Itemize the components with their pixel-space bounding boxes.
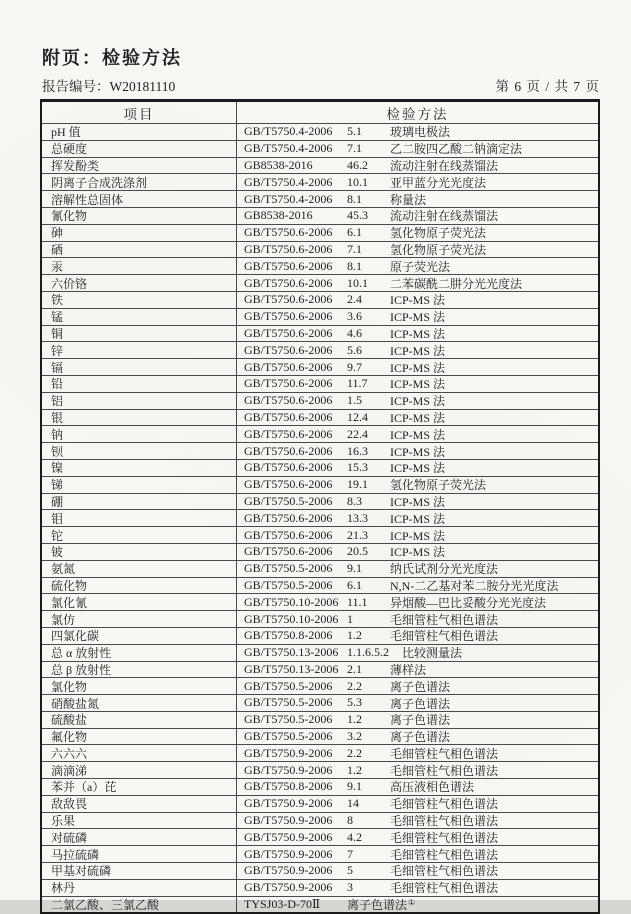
method-name: ICP-MS 法 <box>390 394 446 409</box>
item-name: 马拉硫磷 <box>42 846 237 862</box>
clause-number: 8 <box>347 813 353 828</box>
clause-number: 1 <box>347 611 353 626</box>
standard-code: GB/T5750.9-2006 <box>244 796 333 811</box>
table-row <box>42 661 598 678</box>
item-name: 总硬度 <box>42 141 237 157</box>
clause-number: 6.1 <box>347 225 362 240</box>
table-row <box>42 409 598 426</box>
method-cell <box>237 863 598 879</box>
standard-code: GB/T5750.6-2006 <box>244 426 333 441</box>
method-cell <box>237 846 598 862</box>
table-row <box>42 257 598 274</box>
table-row <box>42 593 598 610</box>
item-name: 硫酸盐 <box>42 712 237 728</box>
table-row <box>42 543 598 560</box>
clause-number: 1.2 <box>347 628 362 643</box>
item-name: 锑 <box>42 477 237 493</box>
clause-number: 9.1 <box>347 561 362 576</box>
method-cell <box>237 678 598 694</box>
table-row <box>42 711 598 728</box>
standard-code: GB/T5750.8-2006 <box>244 779 333 794</box>
item-name: 铅 <box>42 376 237 392</box>
clause-number: 3.6 <box>347 309 362 324</box>
standard-code: GB/T5750.13-2006 <box>244 645 339 660</box>
clause-number: 16.3 <box>347 443 368 458</box>
page-indicator: 第 6 页 / 共 7 页 <box>495 79 600 94</box>
method-name: ICP-MS 法 <box>390 528 446 543</box>
standard-code: GB/T5750.4-2006 <box>244 174 333 189</box>
item-name: 对硫磷 <box>42 829 237 845</box>
item-name: 氨氮 <box>42 561 237 577</box>
standard-code: GB/T5750.5-2006 <box>244 695 333 710</box>
footnote-mark: ① <box>408 897 416 907</box>
method-name: 玻璃电极法 <box>390 125 451 140</box>
item-name: 四氯化碳 <box>42 628 237 644</box>
method-name: ICP-MS 法 <box>390 427 446 442</box>
clause-number: 6.1 <box>347 577 362 592</box>
standard-code: GB/T5750.9-2006 <box>244 813 333 828</box>
table-row <box>42 341 598 358</box>
clause-number: 10.1 <box>347 174 368 189</box>
standard-code: GB/T5750.6-2006 <box>244 309 333 324</box>
method-name: 离子色谱法 <box>390 696 451 711</box>
clause-number: 14 <box>347 796 359 811</box>
method-name: 毛细管柱气相色谱法 <box>390 629 499 644</box>
standard-code: GB/T5750.6-2006 <box>244 325 333 340</box>
standard-code: GB/T5750.5-2006 <box>244 729 333 744</box>
item-name: 砷 <box>42 225 237 241</box>
standard-code: GB/T5750.10-2006 <box>244 594 339 609</box>
table-row <box>42 577 598 594</box>
clause-number: 9.7 <box>347 359 362 374</box>
method-cell <box>237 645 598 661</box>
method-cell <box>237 829 598 845</box>
standard-code: GB/T5750.6-2006 <box>244 258 333 273</box>
standard-code: GB/T5750.6-2006 <box>244 510 333 525</box>
method-name: 毛细管柱气相色谱法 <box>390 797 499 812</box>
method-cell <box>237 275 598 291</box>
standard-code: GB/T5750.6-2006 <box>244 409 333 424</box>
standard-code: GB/T5750.6-2006 <box>244 544 333 559</box>
table-row <box>42 627 598 644</box>
method-cell <box>237 494 598 510</box>
standard-code: GB/T5750.6-2006 <box>244 443 333 458</box>
method-name: 原子荧光法 <box>390 259 451 274</box>
clause-number: 2.2 <box>347 678 362 693</box>
method-cell <box>237 897 598 913</box>
table-row <box>42 845 598 862</box>
clause-number: 21.3 <box>347 527 368 542</box>
table-row <box>42 308 598 325</box>
item-name: 阴离子合成洗涤剂 <box>42 174 237 190</box>
item-name: 硼 <box>42 494 237 510</box>
method-cell <box>237 410 598 426</box>
method-name: 毛细管柱气相色谱法 <box>390 864 499 879</box>
clause-number: 4.2 <box>347 829 362 844</box>
item-name: 镉 <box>42 359 237 375</box>
item-name: 铍 <box>42 544 237 560</box>
standard-code: GB/T5750.4-2006 <box>244 124 333 139</box>
table-row <box>42 795 598 812</box>
method-cell <box>237 662 598 678</box>
item-name: 六六六 <box>42 745 237 761</box>
method-cell <box>237 258 598 274</box>
method-cell <box>237 376 598 392</box>
table-row <box>42 291 598 308</box>
table-row <box>42 644 598 661</box>
item-name: 钡 <box>42 443 237 459</box>
item-name: 锰 <box>42 309 237 325</box>
method-cell <box>237 594 598 610</box>
table-row <box>42 778 598 795</box>
standard-code: GB/T5750.5-2006 <box>244 712 333 727</box>
table-row <box>42 610 598 627</box>
table-row <box>42 442 598 459</box>
method-name: 毛细管柱气相色谱法 <box>390 612 499 627</box>
clause-number: 8.1 <box>347 258 362 273</box>
method-name: 纳氏试剂分光光度法 <box>390 562 499 577</box>
method-name: 亚甲蓝分光光度法 <box>390 175 487 190</box>
standard-code: TYSJ03-D-70Ⅱ <box>244 897 321 912</box>
method-name: ICP-MS 法 <box>390 343 446 358</box>
clause-number: 8.1 <box>347 191 362 206</box>
table-row <box>42 140 598 157</box>
method-name: 高压液相色谱法 <box>390 780 475 795</box>
clause-number: 1.5 <box>347 393 362 408</box>
method-cell <box>237 527 598 543</box>
method-name: ICP-MS 法 <box>390 326 446 341</box>
table-row <box>42 425 598 442</box>
method-cell <box>237 779 598 795</box>
clause-number: 4.6 <box>347 325 362 340</box>
standard-code: GB/T5750.9-2006 <box>244 880 333 895</box>
table-row <box>42 476 598 493</box>
method-cell <box>237 544 598 560</box>
method-name: 离子色谱法 <box>390 713 451 728</box>
standard-code: GB/T5750.10-2006 <box>244 611 339 626</box>
table-row <box>42 157 598 174</box>
column-header-item: 项目 <box>42 102 237 123</box>
method-cell <box>237 578 598 594</box>
method-name: 比较测量法 <box>402 646 463 661</box>
clause-number: 7 <box>347 846 353 861</box>
table-row <box>42 828 598 845</box>
standard-code: GB/T5750.6-2006 <box>244 359 333 374</box>
clause-number: 2.2 <box>347 745 362 760</box>
method-cell <box>237 292 598 308</box>
item-name: 林丹 <box>42 880 237 896</box>
meta-row <box>42 75 600 95</box>
clause-number: 3.2 <box>347 729 362 744</box>
standard-code: GB/T5750.9-2006 <box>244 745 333 760</box>
clause-number: 8.3 <box>347 493 362 508</box>
table-row <box>42 173 598 190</box>
item-name: 硒 <box>42 242 237 258</box>
standard-code: GB/T5750.13-2006 <box>244 661 339 676</box>
method-cell <box>237 426 598 442</box>
method-cell <box>237 796 598 812</box>
method-cell <box>237 208 598 224</box>
method-name: 毛细管柱气相色谱法 <box>390 830 499 845</box>
clause-number: 7.1 <box>347 141 362 156</box>
table-row <box>42 728 598 745</box>
standard-code: GB/T5750.6-2006 <box>244 477 333 492</box>
clause-number: 7.1 <box>347 241 362 256</box>
item-name: 溶解性总固体 <box>42 191 237 207</box>
table-row <box>42 190 598 207</box>
method-name: 氢化物原子荧光法 <box>390 478 487 493</box>
standard-code: GB/T5750.6-2006 <box>244 527 333 542</box>
method-cell <box>237 628 598 644</box>
method-name: 毛细管柱气相色谱法 <box>390 746 499 761</box>
table-header-row <box>42 102 598 123</box>
method-name: ICP-MS 法 <box>390 360 446 375</box>
item-name: 氯化物 <box>42 678 237 694</box>
column-header-method: 检验方法 <box>386 106 449 122</box>
method-cell <box>237 158 598 174</box>
report-number <box>42 75 175 95</box>
table-body <box>42 123 598 912</box>
item-name: 氯仿 <box>42 611 237 627</box>
table-row <box>42 896 598 913</box>
table-row <box>42 241 598 258</box>
item-name: 硝酸盐氮 <box>42 695 237 711</box>
item-name: 二氯乙酸、三氯乙酸 <box>42 897 237 913</box>
method-name: ICP-MS 法 <box>390 494 446 509</box>
method-cell <box>237 745 598 761</box>
table-row <box>42 677 598 694</box>
method-cell <box>237 510 598 526</box>
standard-code: GB/T5750.8-2006 <box>244 628 333 643</box>
method-name: 毛细管柱气相色谱法 <box>390 847 499 862</box>
method-name: 二苯碳酰二肼分光光度法 <box>390 276 523 291</box>
clause-number: 10.1 <box>347 275 368 290</box>
table-row <box>42 509 598 526</box>
clause-number: 1.1.6.5.2 <box>347 645 389 660</box>
clause-number: 2.4 <box>347 292 362 307</box>
clause-number: 13.3 <box>347 510 368 525</box>
method-cell <box>237 141 598 157</box>
table-row <box>42 862 598 879</box>
method-name: ICP-MS 法 <box>390 461 446 476</box>
method-cell <box>237 124 598 140</box>
method-cell <box>237 712 598 728</box>
table-row <box>42 560 598 577</box>
clause-number: 19.1 <box>347 477 368 492</box>
method-cell <box>237 342 598 358</box>
clause-number: 46.2 <box>347 157 368 172</box>
clause-number: 1.2 <box>347 762 362 777</box>
item-name: 总 α 放射性 <box>42 645 237 661</box>
method-name: ICP-MS 法 <box>390 293 446 308</box>
method-cell <box>237 309 598 325</box>
method-name: ICP-MS 法 <box>390 444 446 459</box>
method-name: 乙二胺四乙酸二钠滴定法 <box>390 142 523 157</box>
table-row <box>42 761 598 778</box>
method-name: N,N-二乙基对苯二胺分光光度法 <box>390 578 559 593</box>
standard-code: GB/T5750.9-2006 <box>244 846 333 861</box>
method-cell <box>237 225 598 241</box>
clause-number: 5.3 <box>347 695 362 710</box>
method-cell <box>237 762 598 778</box>
table-row <box>42 694 598 711</box>
clause-number: 9.1 <box>347 779 362 794</box>
item-name: 铁 <box>42 292 237 308</box>
standard-code: GB/T5750.5-2006 <box>244 577 333 592</box>
standard-code: GB/T5750.4-2006 <box>244 191 333 206</box>
standard-code: GB/T5750.5-2006 <box>244 561 333 576</box>
method-name: ICP-MS 法 <box>390 377 446 392</box>
table-row <box>42 526 598 543</box>
clause-number: 5.6 <box>347 342 362 357</box>
clause-number: 45.3 <box>347 208 368 223</box>
item-name: 氰化物 <box>42 208 237 224</box>
method-cell <box>237 813 598 829</box>
clause-number: 22.4 <box>347 426 368 441</box>
item-name: 敌敌畏 <box>42 796 237 812</box>
method-name: 异烟酸—巴比妥酸分光光度法 <box>390 595 547 610</box>
method-cell <box>237 393 598 409</box>
clause-number: 3 <box>347 880 353 895</box>
item-name: 铜 <box>42 326 237 342</box>
clause-number: 20.5 <box>347 544 368 559</box>
table-row <box>42 207 598 224</box>
method-name: 氢化物原子荧光法 <box>390 242 487 257</box>
standard-code: GB/T5750.6-2006 <box>244 342 333 357</box>
item-name: 钼 <box>42 510 237 526</box>
item-name: 六价铬 <box>42 275 237 291</box>
standard-code: GB8538-2016 <box>244 157 313 172</box>
method-cell <box>237 326 598 342</box>
table-row <box>42 325 598 342</box>
standard-code: GB/T5750.6-2006 <box>244 275 333 290</box>
item-name: 总 β 放射性 <box>42 662 237 678</box>
clause-number: 2.1 <box>347 661 362 676</box>
standard-code: GB/T5750.6-2006 <box>244 393 333 408</box>
table-row <box>42 493 598 510</box>
standard-code: GB8538-2016 <box>244 208 313 223</box>
item-name: 镍 <box>42 460 237 476</box>
item-name: 甲基对硫磷 <box>42 863 237 879</box>
method-name: 离子色谱法 <box>390 730 451 745</box>
method-cell <box>237 729 598 745</box>
method-name: 氢化物原子荧光法 <box>390 226 487 241</box>
method-name: 离子色谱法 <box>390 679 451 694</box>
table-row <box>42 392 598 409</box>
table-row <box>42 812 598 829</box>
clause-number: 5 <box>347 863 353 878</box>
page-title: 附页：检验方法 <box>42 48 182 68</box>
item-name: 铝 <box>42 393 237 409</box>
clause-number: 5.1 <box>347 124 362 139</box>
clause-number: 11.7 <box>347 376 368 391</box>
standard-code: GB/T5750.6-2006 <box>244 292 333 307</box>
item-name: pH 值 <box>42 124 237 140</box>
item-name: 氟化物 <box>42 729 237 745</box>
item-name: 乐果 <box>42 813 237 829</box>
method-name: ICP-MS 法 <box>390 310 446 325</box>
item-name: 挥发酚类 <box>42 158 237 174</box>
standard-code: GB/T5750.6-2006 <box>244 225 333 240</box>
method-cell <box>237 477 598 493</box>
item-name: 苯并（a）芘 <box>42 779 237 795</box>
item-name: 钠 <box>42 426 237 442</box>
table-row <box>42 123 598 140</box>
method-name: 毛细管柱气相色谱法 <box>390 881 499 896</box>
method-cell <box>237 561 598 577</box>
table-row <box>42 358 598 375</box>
standard-code: GB/T5750.9-2006 <box>244 863 333 878</box>
item-name: 氯化氰 <box>42 594 237 610</box>
table-row <box>42 375 598 392</box>
method-cell <box>237 191 598 207</box>
method-name: 称量法 <box>390 192 427 207</box>
standard-code: GB/T5750.6-2006 <box>244 376 333 391</box>
methods-table <box>40 99 600 914</box>
method-cell <box>237 242 598 258</box>
method-name: 离子色谱法 <box>347 898 408 913</box>
standard-code: GB/T5750.5-2006 <box>244 678 333 693</box>
method-name: 流动注射在线蒸馏法 <box>390 159 499 173</box>
method-name: 流动注射在线蒸馏法 <box>390 209 499 224</box>
report-number-label: 报告编号： <box>42 79 110 94</box>
method-name: ICP-MS 法 <box>390 511 446 526</box>
clause-number: 11.1 <box>347 594 368 609</box>
clause-number: 1.2 <box>347 712 362 727</box>
report-number-value: W20181110 <box>109 79 176 94</box>
method-name: 薄样法 <box>390 662 427 677</box>
standard-code: GB/T5750.4-2006 <box>244 141 333 156</box>
clause-number: 12.4 <box>347 409 368 424</box>
method-cell <box>237 695 598 711</box>
method-cell <box>237 460 598 476</box>
method-name: ICP-MS 法 <box>390 410 446 425</box>
method-cell <box>237 880 598 896</box>
method-cell <box>237 611 598 627</box>
standard-code: GB/T5750.6-2006 <box>244 241 333 256</box>
standard-code: GB/T5750.9-2006 <box>244 762 333 777</box>
item-name: 锌 <box>42 342 237 358</box>
standard-code: GB/T5750.6-2006 <box>244 460 333 475</box>
clause-number: 15.3 <box>347 460 368 475</box>
table-row <box>42 274 598 291</box>
table-row <box>42 879 598 896</box>
method-name: 毛细管柱气相色谱法 <box>390 763 499 778</box>
item-name: 滴滴涕 <box>42 762 237 778</box>
table-row <box>42 459 598 476</box>
method-name: ICP-MS 法 <box>390 545 446 560</box>
table-row <box>42 224 598 241</box>
method-cell <box>237 359 598 375</box>
standard-code: GB/T5750.5-2006 <box>244 493 333 508</box>
item-name: 铊 <box>42 527 237 543</box>
method-cell <box>237 174 598 190</box>
method-name: 毛细管柱气相色谱法 <box>390 814 499 829</box>
method-cell <box>237 443 598 459</box>
item-name: 硫化物 <box>42 578 237 594</box>
item-name: 银 <box>42 410 237 426</box>
item-name: 汞 <box>42 258 237 274</box>
table-row <box>42 744 598 761</box>
standard-code: GB/T5750.9-2006 <box>244 829 333 844</box>
